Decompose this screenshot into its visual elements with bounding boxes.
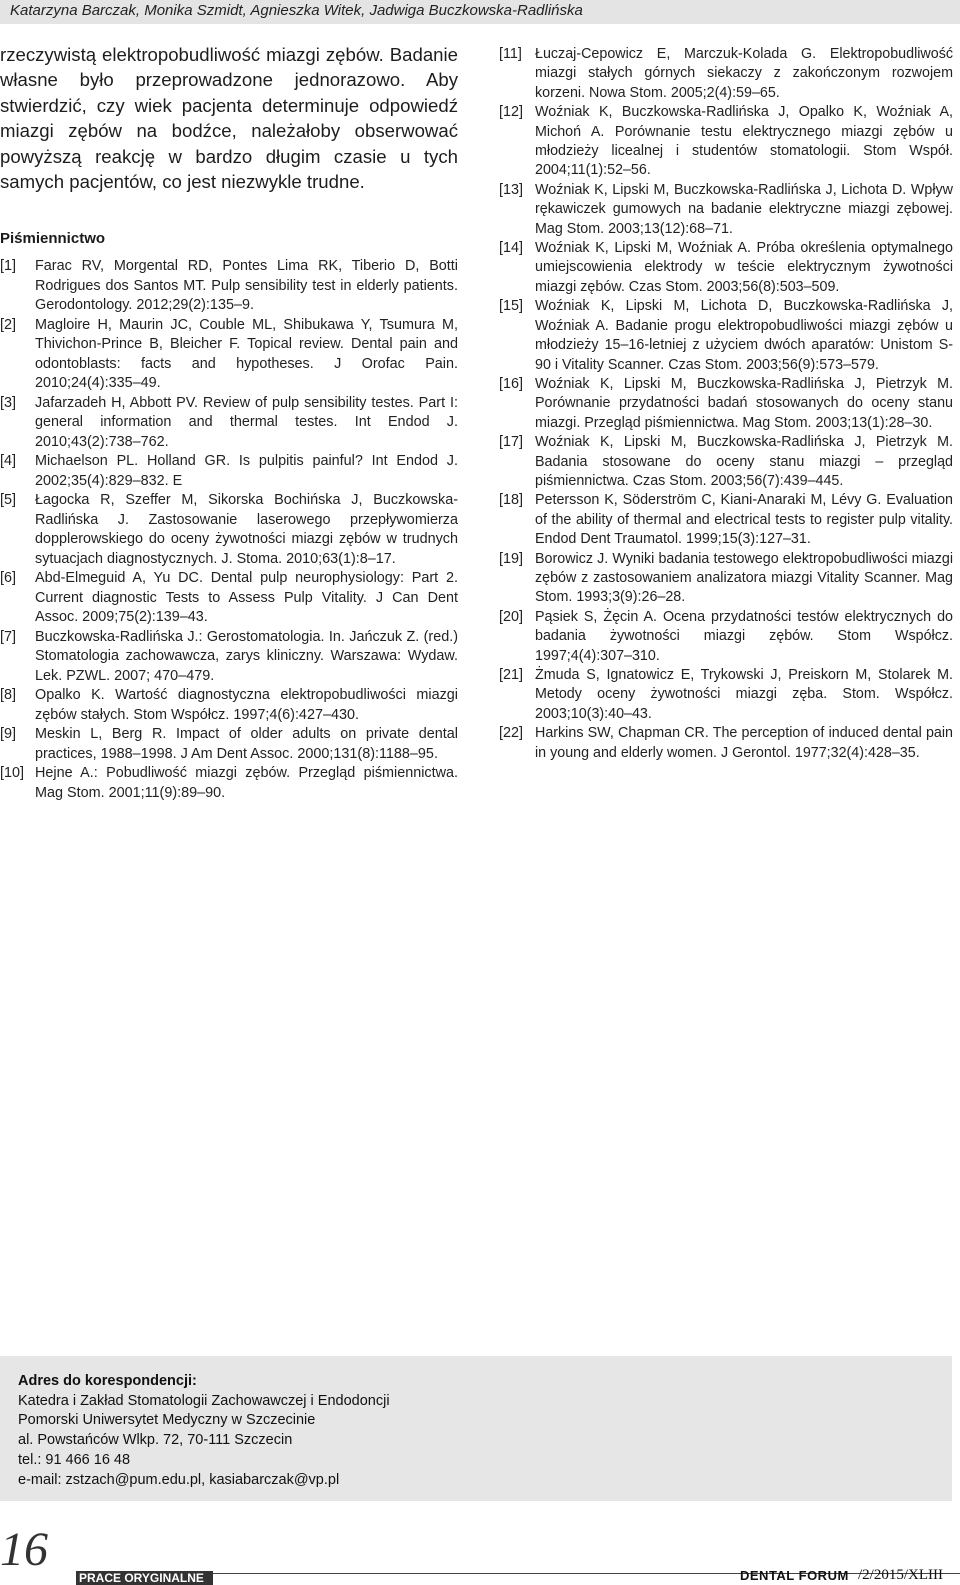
references-list-right (499, 45, 953, 763)
reference-item (499, 608, 953, 666)
reference-item (0, 452, 458, 491)
reference-item (0, 725, 458, 764)
address-line: Pomorski Uniwersytet Medyczny w Szczecinie (18, 1412, 316, 1429)
correspondence-title: Adres do korespondencji: (18, 1373, 197, 1389)
reference-number: [4] (0, 453, 16, 470)
correspondence-content (18, 1372, 390, 1490)
header-authors: Katarzyna Barczak, Monika Szmidt, Agnieszka Witek, Jadwiga Buczkowska-Radlińska (10, 2, 583, 19)
reference-item (499, 181, 953, 239)
reference-text: Łuczaj-Cepowicz E, Marczuk-Kolada G. Elektropobudliwość miazgi stałych górnych siekaczy z zakończonym rozwojem korzeni. Nowa Stom. 2005;2(4):59–65. (535, 46, 953, 101)
reference-number: [8] (0, 687, 16, 704)
address-line: al. Powstańców Wlkp. 72, 70-111 Szczecin (18, 1432, 293, 1449)
reference-text: Woźniak K, Lipski M, Buczkowska-Radlińska J, Pietrzyk M. Badania stosowane do oceny stanu miazgi – przegląd piśmiennictwa. Czas Stom. 2003;56(7):439–445. (535, 434, 953, 489)
reference-text: Farac RV, Morgental RD, Pontes Lima RK, Tiberio D, Botti Rodrigues dos Santos MT. Pulp sensibility test in elderly patients. Gerodontology. 2012;29(2):135–9. (35, 258, 458, 314)
reference-number: [12] (499, 104, 524, 121)
reference-text: Magloire H, Maurin JC, Couble ML, Shibukawa Y, Tsumura M, Thivichon-Prince B, Bleicher F. Topical review. Dental pain and odontoblasts: facts and hypotheses. J Orofac Pain. 2010;24(4):335–49. (35, 316, 458, 392)
reference-item (499, 550, 953, 608)
reference-text: Borowicz J. Wyniki badania testowego elektropobudliwości miazgi zębów z zastosowaniem analizatora miazgi Vitality Scanner. Mag Stom. 1993;3(9):26–28. (535, 550, 953, 606)
section-label: PRACE ORYGINALNE (76, 1571, 213, 1585)
reference-number: [9] (0, 726, 16, 743)
reference-text: Woźniak K, Lipski M, Lichota D, Buczkowska-Radlińska J, Woźniak A. Badanie progu elektropobudliwości miazgi zębów u młodzieży 15–16-letniej z użyciem dwóch aparatów: Unistom S-90 i Vitality Scanner. Czas Stom. 2003;56(9):573–579. (535, 298, 953, 373)
reference-number: [22] (499, 725, 524, 742)
reference-number: [17] (499, 434, 524, 451)
reference-item (499, 375, 953, 433)
reference-text: Harkins SW, Chapman CR. The perception of induced dental pain in young and elderly women. J Gerontol. 1977;32(4):428–35. (535, 725, 953, 761)
reference-item (0, 764, 458, 803)
address-line: e-mail: zstzach@pum.edu.pl, kasiabarczak@vp.pl (18, 1471, 340, 1488)
reference-number: [5] (0, 492, 16, 509)
reference-item (499, 297, 953, 375)
reference-text: Woźniak K, Lipski M, Buczkowska-Radlińska J, Lichota D. Wpływ rękawiczek gumowych na badanie elektryczne miazgi zębowej. Mag Stom. 2003;13(12):68–71. (535, 181, 953, 237)
reference-number: [13] (499, 181, 524, 198)
reference-number: [20] (499, 608, 524, 625)
reference-number: [11] (499, 46, 522, 62)
reference-number: [15] (499, 298, 524, 315)
reference-item (0, 394, 458, 453)
correspondence-box (0, 1356, 952, 1501)
reference-item (0, 316, 458, 394)
reference-text: Łagocka R, Szeffer M, Sikorska Bochińska J, Buczkowska-Radlińska J. Zastosowanie laserowego przepływomierza dopplerowskiego do oceny żywotności miazgi zębów w trudnych sytuacjach diagnostycznych. J. Stoma. 2010;63(1):8–17. (35, 492, 458, 567)
reference-item (0, 257, 458, 316)
reference-item (0, 569, 458, 628)
reference-number: [7] (0, 628, 16, 645)
reference-text: Żmuda S, Ignatowicz E, Trykowski J, Preiskorn M, Stolarek M. Metody oceny żywotności miazgi zęba. Stom. Współcz. 2003;10(3):40–43. (535, 667, 953, 722)
reference-item (499, 239, 953, 297)
reference-text: Woźniak K, Lipski M, Woźniak A. Próba określenia optymalnego umiejscowienia elektrody w teście elektrycznym żywotności miazgi zębów. Czas Stom. 2003;56(8):503–509. (535, 240, 953, 295)
reference-text: Opalko K. Wartość diagnostyczna elektropobudliwości miazgi zębów stałych. Stom Współcz. 1997;4(6):427–430. (35, 687, 458, 723)
reference-text: Jafarzadeh H, Abbott PV. Review of pulp sensibility testes. Part I: general information and thermal testes. Int Endod J. 2010;43(2):738–762. (35, 394, 458, 450)
reference-text: Hejne A.: Pobudliwość miazgi zębów. Przegląd piśmiennictwa. Mag Stom. 2001;11(9):89–90. (35, 765, 458, 801)
reference-item (499, 433, 953, 491)
page-number: 16 (0, 1523, 48, 1576)
reference-text: Abd-Elmeguid A, Yu DC. Dental pulp neurophysiology: Part 2. Current diagnostic Tests to Assess Pulp Vitality. J Can Dent Assoc. 2009;75(2):139–43. (35, 570, 458, 626)
reference-text: Buczkowska-Radlińska J.: Gerostomatologia. In. Jańczuk Z. (red.) Stomatologia zachowawcza, zarys kliniczny. Warszawa: Wydaw. Lek. PZWL. 2007; 470–479. (35, 628, 458, 684)
reference-number: [18] (499, 492, 524, 509)
reference-number: [19] (499, 550, 524, 567)
address-line: Katedra i Zakład Stomatologii Zachowawczej i Endodoncji (18, 1392, 390, 1409)
reference-item (499, 491, 953, 549)
references-heading: Piśmiennictwo (0, 230, 106, 248)
reference-text: Meskin L, Berg R. Impact of older adults on private dental practices, 1988–1998. J Am Dent Assoc. 2000;131(8):1188–95. (35, 726, 458, 762)
reference-item (499, 103, 953, 181)
left-column (0, 42, 458, 803)
reference-text: Woźniak K, Lipski M, Buczkowska-Radlińska J, Pietrzyk M. Porównanie przydatności badań stosowanych do oceny stanu miazgi. Przegląd piśmiennictwa. Mag Stom. 2003;13(1):28–30. (535, 375, 953, 431)
reference-number: [16] (499, 375, 524, 392)
reference-item (499, 666, 953, 724)
reference-number: [21] (499, 667, 524, 683)
reference-number: [1] (0, 258, 16, 275)
intro-paragraph: rzeczywistą elektropobudliwość miazgi zębów. Badanie własne było przeprowadzone jednorazowo. Aby stwierdzić, czy wiek pacjenta determinuje odpowiedź miazgi zębów na bodźce, należałoby obserwować powyższą reakcję w bardzo długim czasie u tych samych pacjentów, co jest niezwykle trudne. (0, 44, 458, 193)
running-header (0, 0, 960, 24)
reference-number: [6] (0, 570, 16, 587)
reference-item (0, 686, 458, 725)
reference-item (0, 491, 458, 569)
reference-text: Pąsiek S, Żęcin A. Ocena przydatności testów elektrycznych do badania żywotności miazgi zębów. Stom Współcz. 1997;4(4):307–310. (535, 608, 953, 664)
reference-number: [3] (0, 394, 16, 411)
reference-text: Michaelson PL. Holland GR. Is pulpitis painful? Int Endod J. 2002;35(4):829–832. E (35, 453, 458, 489)
reference-item (0, 628, 458, 687)
issue-number: /2/2015/XLIII (858, 1567, 943, 1583)
reference-number: [10] (0, 765, 25, 782)
reference-text: Petersson K, Söderström C, Kiani-Anaraki M, Lévy G. Evaluation of the ability of thermal and electrical tests to register pulp vitality. Endod Dent Traumatol. 1999;15(3):127–31. (535, 492, 953, 548)
reference-number: [2] (0, 316, 16, 333)
reference-item (499, 45, 953, 103)
references-list-left (0, 257, 458, 803)
journal-name: DENTAL FORUM (740, 1568, 849, 1583)
reference-number: [14] (499, 240, 524, 257)
reference-item (499, 724, 953, 763)
right-column (499, 45, 953, 763)
address-line: tel.: 91 466 16 48 (18, 1451, 131, 1468)
reference-text: Woźniak K, Buczkowska-Radlińska J, Opalko K, Woźniak A, Michoń A. Porównanie testu elektrycznego miazgi zębów u młodzieży licealnej i studentów stomatologii. Stom Współ. 2004;11(1):52–56. (535, 104, 953, 179)
